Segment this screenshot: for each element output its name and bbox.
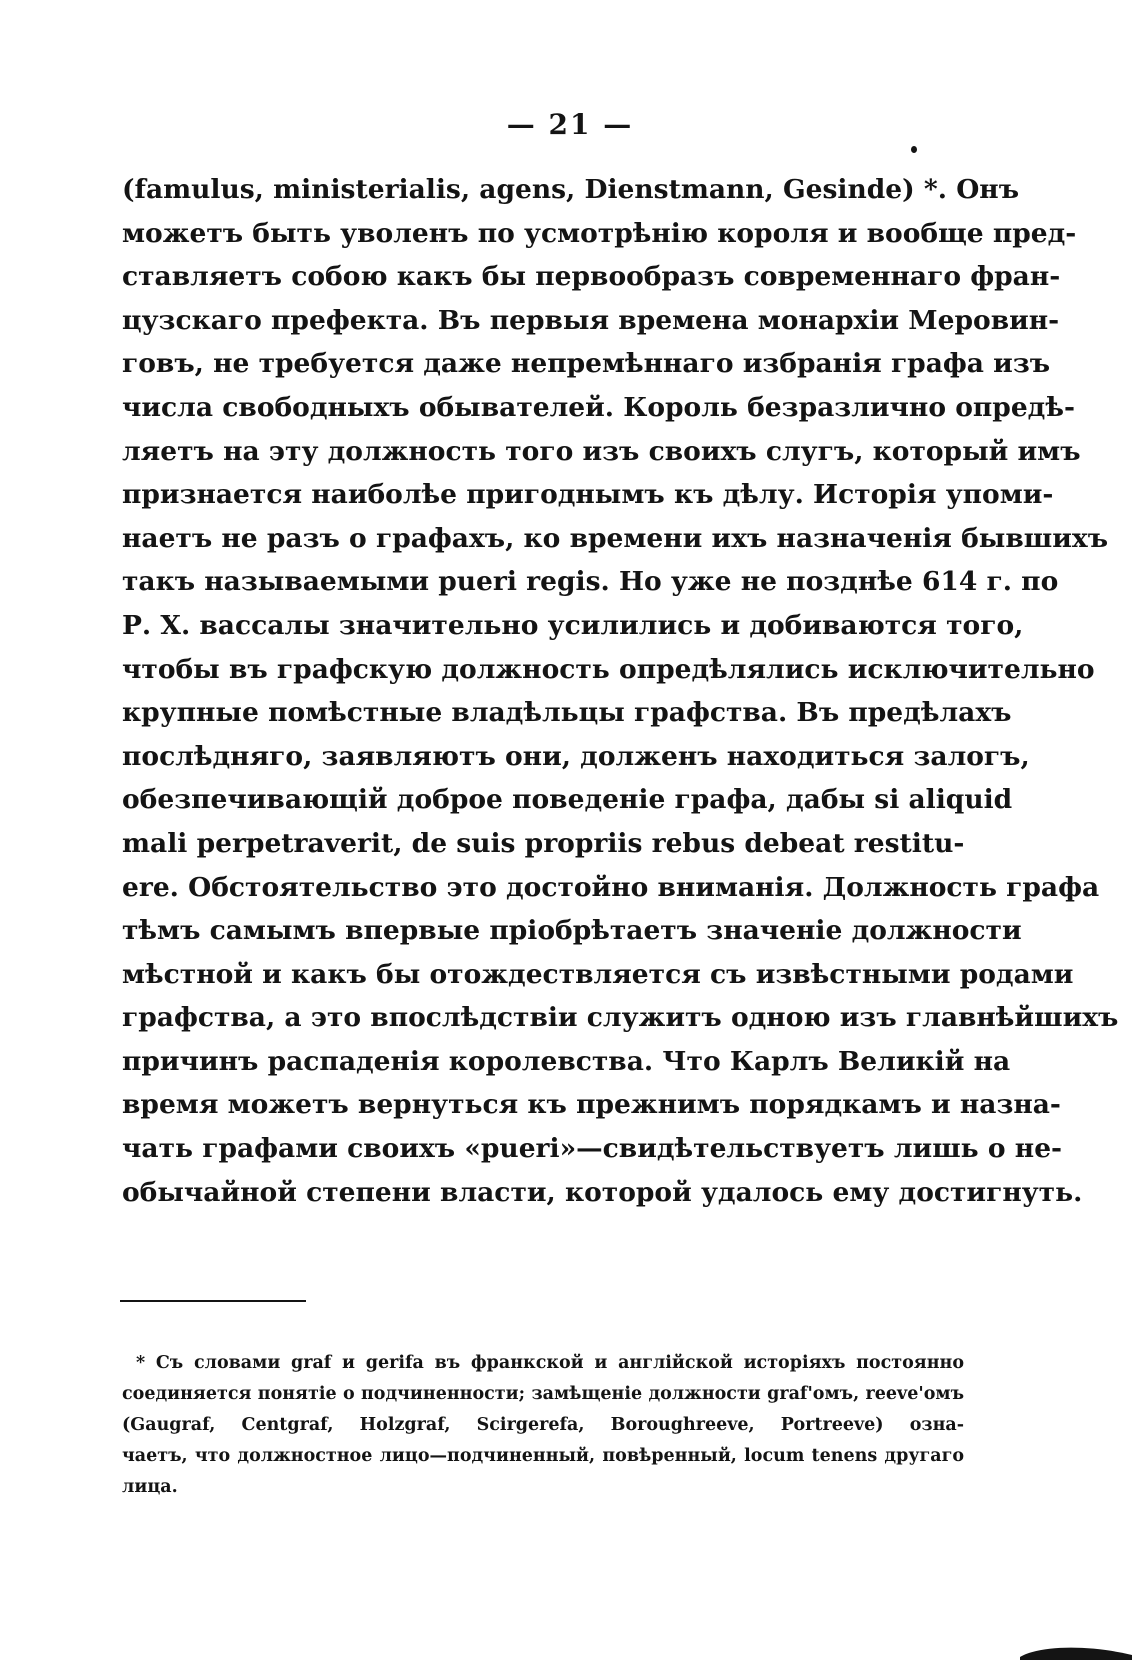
text-line: ere. Обстоятельство это достойно вниманія. Должность графа (122, 871, 1100, 903)
page-number: — 21 — (506, 108, 634, 141)
text-line: (famulus, ministerialis, agens, Dienstmann, Gesinde) *. Онъ (122, 174, 1020, 205)
footnote (122, 1348, 964, 1503)
text-line: мѣстной и какъ бы отождествляется съ извѣстными родами (122, 958, 1074, 990)
text-line: признается наиболѣе пригоднымъ къ дѣлу. Исторія упоми- (122, 479, 1054, 511)
main-text (122, 168, 1119, 1214)
text-line: mali perpetraverit, de suis propriis rebus debeat restitu- (122, 827, 965, 859)
page-edge-mark (1016, 1640, 1136, 1660)
text-line: чтобы въ графскую должность опредѣлялись исключительно (122, 653, 1095, 685)
text-line: можетъ быть уволенъ по усмотрѣнію короля и вообще пред- (122, 217, 1077, 249)
text-line: цузскаго префекта. Въ первыя времена монархіи Меровин- (122, 304, 1060, 336)
text-line: ставляетъ собою какъ бы первообразъ современнаго фран- (122, 261, 1061, 293)
footnote-line: (Gaugraf, Centgraf, Holzgraf, Scirgerefa, Boroughreeve, Portreeve) озна- (122, 1415, 964, 1435)
text-line: обычайной степени власти, которой удалось ему достигнуть. (122, 1176, 1083, 1208)
text-line: говъ, не требуется даже непремѣннаго избранія графа изъ (122, 348, 1051, 380)
text-line: наетъ не разъ о графахъ, ко времени ихъ назначенія бывшихъ (122, 522, 1109, 554)
text-line: такъ называемыми pueri regis. Но уже не позднѣе 614 г. по (122, 566, 1059, 598)
text-line: ляетъ на эту должность того изъ своихъ слугъ, который имъ (122, 435, 1081, 467)
text-line: обезпечивающій доброе поведеніе графа, дабы si aliquid (122, 784, 1013, 816)
text-line: тѣмъ самымъ впервые пріобрѣтаетъ значеніе должности (122, 915, 1022, 947)
text-line: Р. Х. вассалы значительно усилились и добиваются того, (122, 609, 1024, 641)
footnote-divider (120, 1300, 306, 1302)
text-line: время можетъ вернуться къ прежнимъ порядкамъ и назна- (122, 1089, 1061, 1121)
text-line: крупные помѣстные владѣльцы графства. Въ предѣлахъ (122, 697, 1012, 729)
footnote-line: лица. (122, 1477, 178, 1497)
text-line: причинъ распаденія королевства. Что Карлъ Великій на (122, 1045, 1011, 1077)
footnote-line: соединяется понятіе о подчиненности; замѣщеніе должности graf'омъ, reeve'омъ (122, 1384, 964, 1404)
text-line: числа свободныхъ обывателей. Король безразлично опредѣ- (122, 391, 1075, 423)
footnote-line: чаетъ, что должностное лицо—подчиненный, повѣренный, locum tenens другаго (122, 1446, 964, 1466)
text-line: чать графами своихъ «pueri»—свидѣтельствуетъ лишь о не- (122, 1133, 1063, 1165)
footnote-line: * Съ словами graf и gerifa въ франкской и англійской исторіяхъ постоянно (136, 1353, 964, 1373)
print-speck (911, 146, 917, 153)
text-line: графства, а это впослѣдствіи служитъ одною изъ главнѣйшихъ (122, 1002, 1119, 1034)
text-line: послѣдняго, заявляютъ они, долженъ находиться залогъ, (122, 740, 1030, 772)
